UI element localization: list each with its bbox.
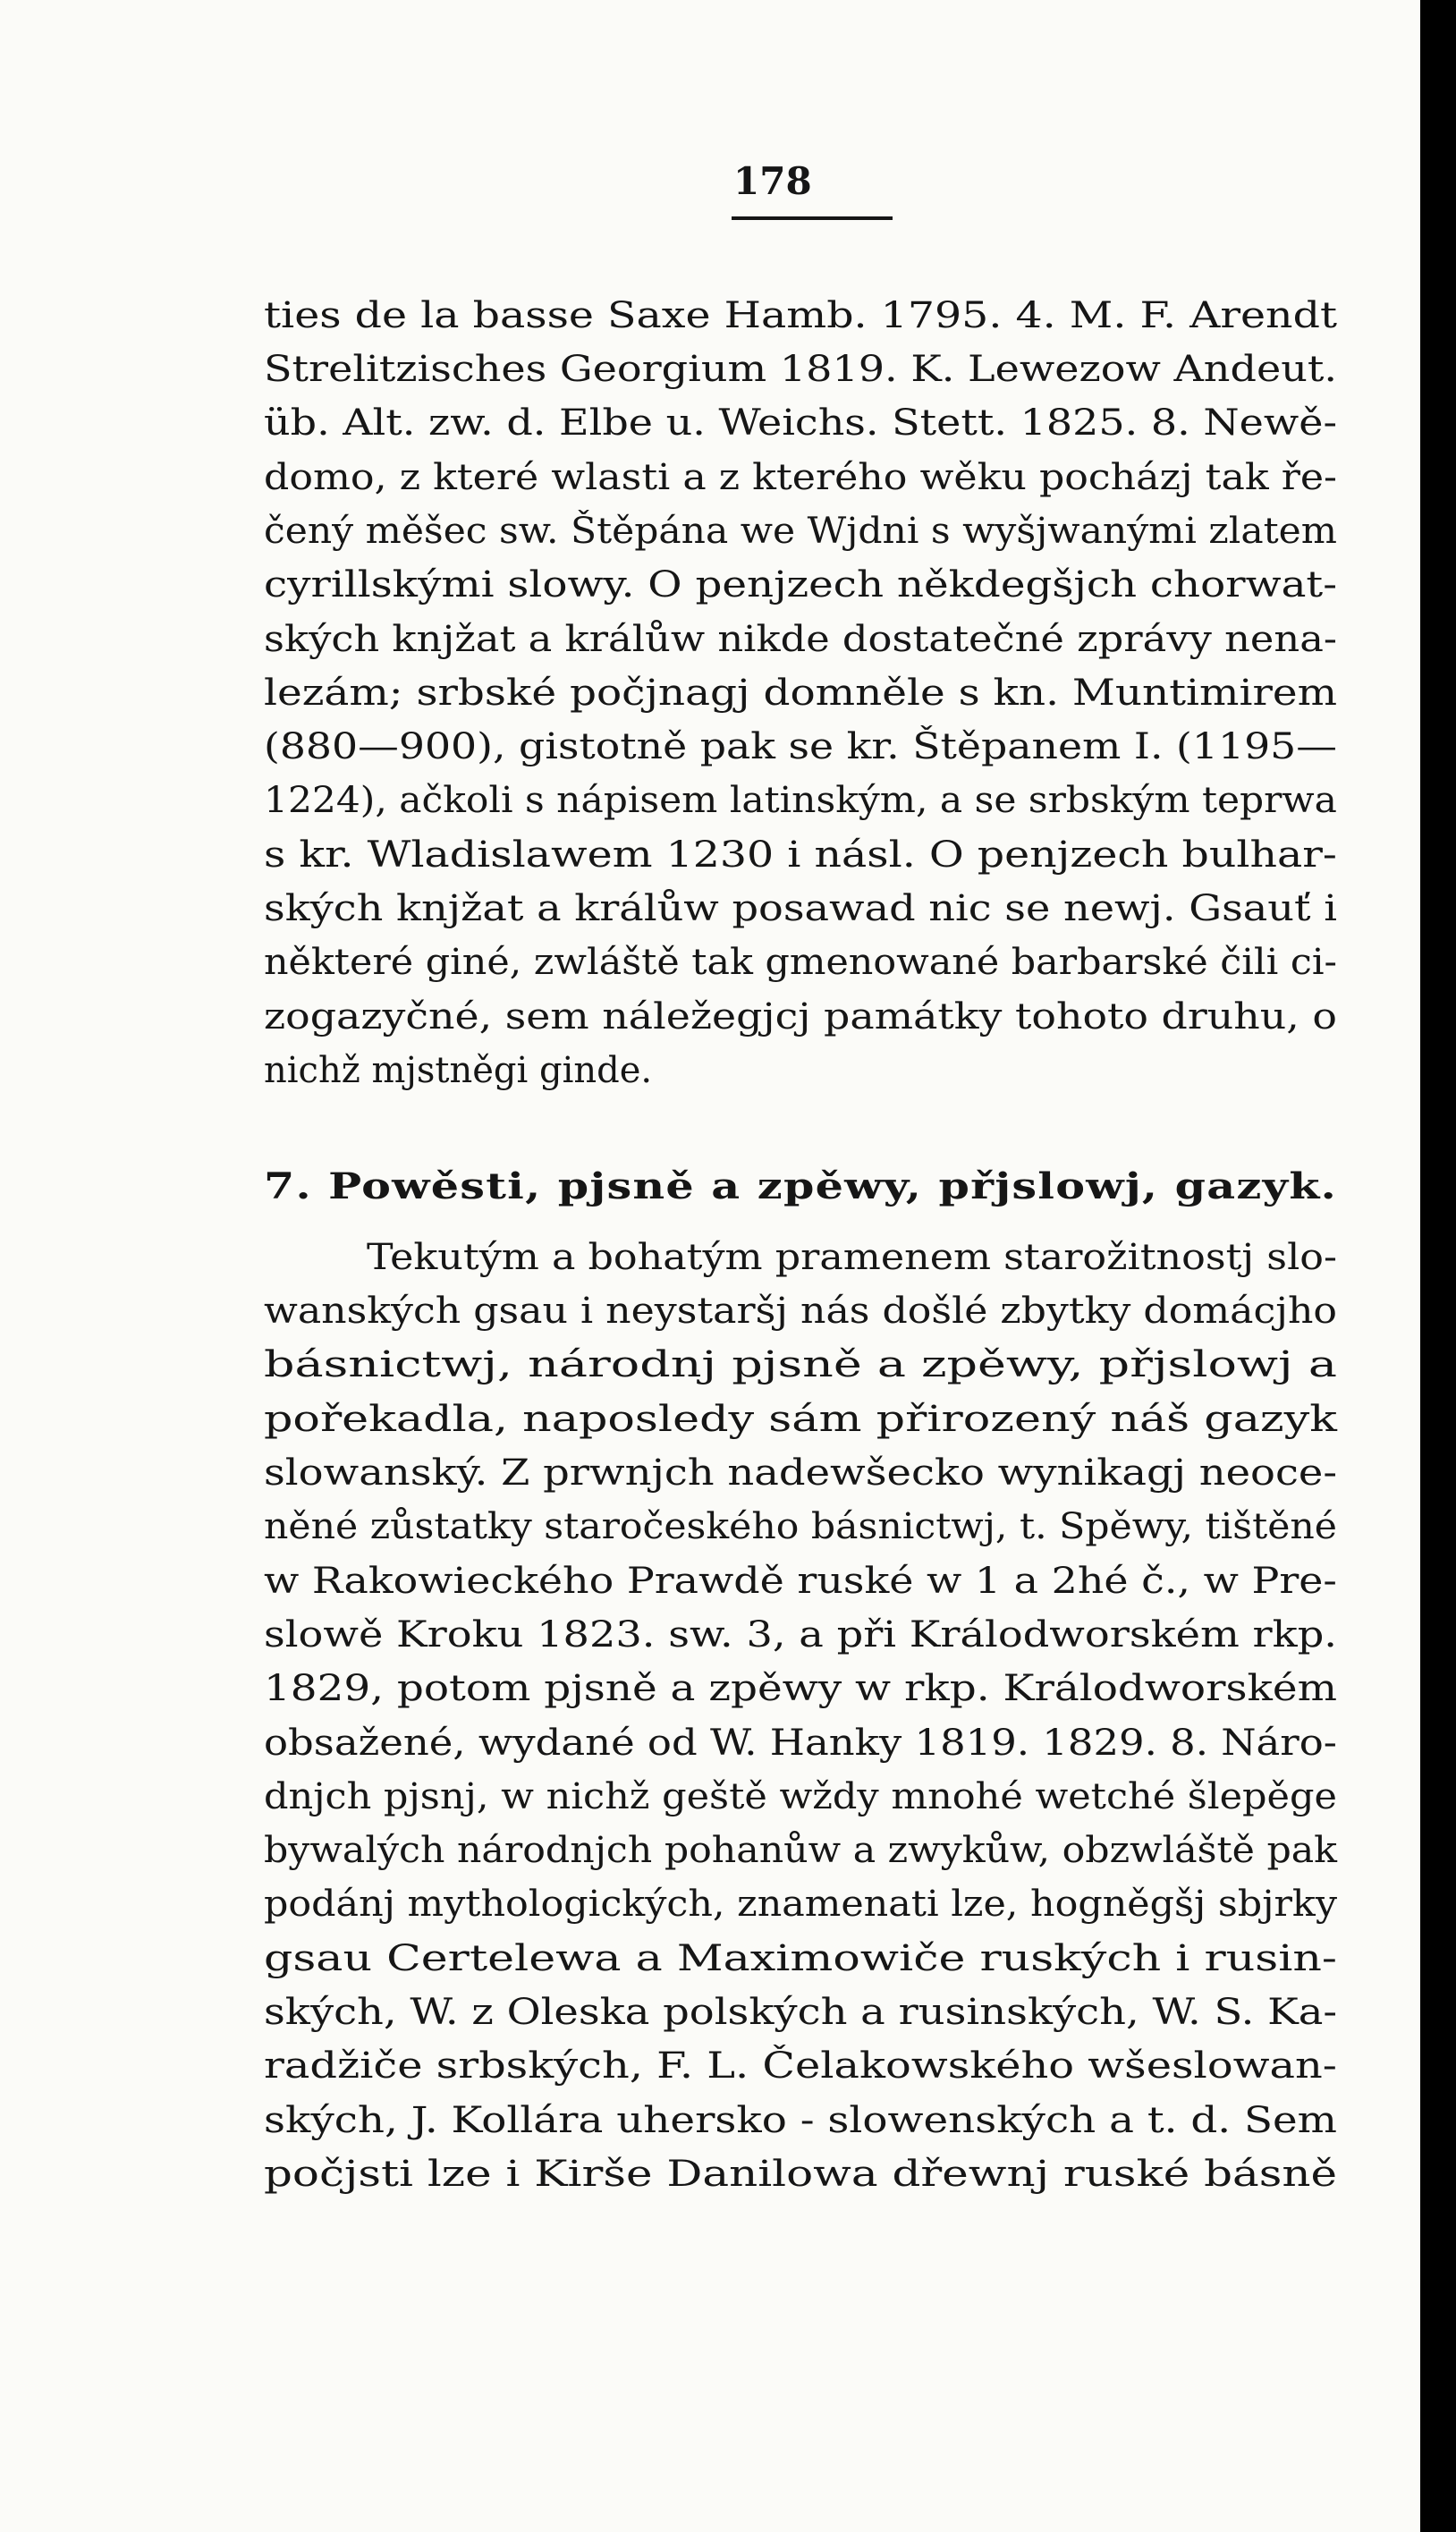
text-line-content: (880—900), gistotně pak se kr. Štěpanem I. (1195— xyxy=(264,726,1337,767)
text-line-content: ských, W. z Oleska polských a rusinských, W. S. Ka- xyxy=(264,1992,1338,2033)
text-line-content: s kr. Wladislawem 1230 i násl. O penjzech bulhar- xyxy=(264,834,1337,876)
text-line-content: 1829, potom pjsně a zpěwy w rkp. Králodworském xyxy=(264,1668,1337,1709)
text-line-content: básnictwj, národnj pjsně a zpěwy, přjslowj a xyxy=(264,1344,1338,1385)
text-line-content: w Rakowieckého Prawdě ruské w 1 a 2hé č., w Pre- xyxy=(264,1561,1337,1602)
text-line-content: ties de la basse Saxe Hamb. 1795. 4. M. F. Arendt xyxy=(264,295,1337,336)
text-line-content: lezám; srbské počjnagj domněle s kn. Muntimirem xyxy=(264,673,1338,714)
text-line-content: obsažené, wydané od W. Hanky 1819. 1829. 8. Náro- xyxy=(264,1723,1337,1764)
text-line-content: cyrillskými slowy. O penjzech někdegšjch chorwat- xyxy=(264,564,1337,605)
text-line-content: pořekadla, naposledy sám přirozený náš gazyk xyxy=(264,1399,1337,1440)
text-line-content: Tekutým a bohatým pramenem starožitnostj slo- xyxy=(367,1237,1337,1278)
page-number-rule xyxy=(732,216,893,220)
text-line-content: wanských gsau i neystaršj nás došlé zbytky domácjho xyxy=(264,1291,1337,1332)
text-line-content: ských knjžat a králůw nikde dostatečné zprávy nena- xyxy=(264,619,1338,660)
text-line-content: slowě Kroku 1823. sw. 3, a při Králodworském rkp. xyxy=(264,1614,1338,1656)
page-number: 178 xyxy=(733,159,812,203)
scan-border xyxy=(1420,0,1456,2532)
text-line-content: üb. Alt. zw. d. Elbe u. Weichs. Stett. 1825. 8. Newě- xyxy=(264,402,1337,444)
text-line-content: některé giné, zwláště tak gmenowané barbarské čili ci- xyxy=(264,942,1337,983)
text-line-content: nichž mjstněgi ginde. xyxy=(264,1050,653,1091)
text-line-content: gsau Certelewa a Maximowiče ruských i rusin- xyxy=(264,1938,1338,1979)
text-line-content: bywalých národnjch pohanůw a zwykůw, obzwláště pak xyxy=(264,1830,1338,1871)
text-line-content: čený měšec sw. Štěpána we Wjdni s wyšjwanými zlatem xyxy=(264,511,1337,552)
text-line-content: něné zůstatky staročeského básnictwj, t. Spěwy, tištěné xyxy=(264,1506,1337,1547)
text-line-content: podánj mythologických, znamenati lze, hogněgšj sbjrky xyxy=(264,1884,1338,1925)
text-line-content: ských knjžat a králůw posawad nic se newj. Gsauť i xyxy=(264,888,1338,929)
text-line-content: dnjch pjsnj, w nichž geště wždy mnohé wetché šlepěge xyxy=(264,1776,1337,1817)
text-line-content: Strelitzisches Georgium 1819. K. Lewezow Andeut. xyxy=(264,349,1338,390)
text-line-content: slowanský. Z prwnjch nadewšecko wynikagj neoce- xyxy=(264,1452,1338,1494)
section-heading-text: 7. Powěsti, pjsně a zpěwy, přjslowj, gazyk. xyxy=(264,1165,1338,1207)
text-line-content: ských, J. Kollára uhersko - slowenských a t. d. Sem xyxy=(264,2100,1337,2141)
text-line-content: zogazyčné, sem náležegjcj památky tohoto druhu, o xyxy=(264,996,1337,1037)
text-line-content: domo, z které wlasti a z kterého wěku pocházj tak ře- xyxy=(264,457,1338,498)
text-line-content: radžiče srbských, F. L. Čelakowského wšeslowan- xyxy=(264,2045,1337,2087)
text-line-content: 1224), ačkoli s nápisem latinským, a se srbským teprwa xyxy=(264,780,1337,821)
text-line-content: počjsti lze i Kirše Danilowa dřewnj ruské básně xyxy=(264,2154,1338,2195)
